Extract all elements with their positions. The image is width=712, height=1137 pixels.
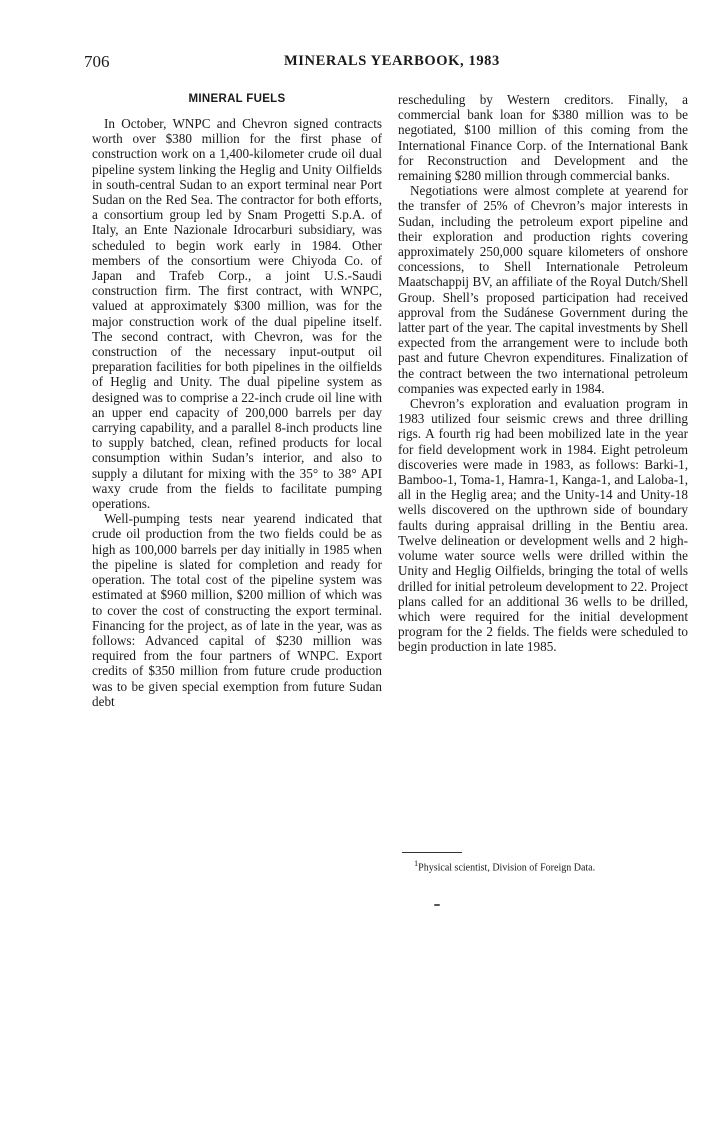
footnote [414,858,694,874]
right-column [398,92,688,655]
footnote-text: Physical scientist, Division of Foreign Data. [418,862,596,874]
paragraph-shell-negotiations: Negotiations were almost complete at yearend for the transfer of 25% of Chevron’s major interests in Sudan, including the petroleum export pipeline and their exploration and production rights covering approximately 250,000 square kilometers of onshore concessions, to Shell Internationale Petroleum Maatschappij BV, an affiliate of the Royal Dutch/Shell Group. Shell’s proposed participation had received approval from the Sudánese Government during the latter part of the year. The capital investments by Shell expected from the arrangement were to include both past and future Chevron expenditures. Finalization of the contract between the two international petroleum companies was expected early in 1984. [398,183,688,396]
paragraph-chevron-exploration: Chevron’s exploration and evaluation program in 1983 utilized four seismic crews and three drilling rigs. A fourth rig had been mobilized late in the year for field development work in 1984. Eight petroleum discoveries were made in 1983, as follows: Barki-1, Bamboo-1, Toma-1, Hamra-1, Kanga-1, and Laloba-1, all in the Heglig area; and the Unity-14 and Unity-18 wells discovered on the upthrown side of boundary faults during appraisal drilling in the Bentiu area. Twelve delineation or development wells and 2 high-volume water source wells were drilled within the Unity and Heglig Oilfields, bringing the total of wells drilled for initial petroleum development to 22. Project plans called for an additional 36 wells to be drilled, which were required for the initial development program for the 2 fields. The fields were scheduled to begin production in late 1985. [398,396,688,655]
left-column [92,92,382,709]
paragraph-financing-continued: rescheduling by Western creditors. Finally, a commercial bank loan for $380 million was to be negotiated, $100 million of this coming from the International Finance Corp. of the International Bank for Reconstruction and Development and the remaining $280 million through commercial banks. [398,92,688,184]
footnote-divider [402,852,462,853]
running-head: MINERALS YEARBOOK, 1983 [284,53,500,69]
section-heading: MINERAL FUELS [188,93,286,105]
paragraph-pipeline-contracts: In October, WNPC and Chevron signed contracts worth over $380 million for the first phase of construction work on a 1,400-kilometer crude oil dual pipeline system linking the Heglig and Unity Oilfields in south-central Sudan to an export terminal near Port Sudan on the Red Sea. The contractor for both efforts, a consortium group led by Snam Progetti S.p.A. of Italy, an Ente Nazionale Idrocarburi subsidiary, was scheduled to begin work early in 1984. Other members of the consortium were Chiyoda Co. of Japan and Trafeb Corp., a joint U.S.-Saudi construction firm. The first contract, with WNPC, valued at approximately $300 million, was for the major construction work of the dual pipeline itself. The second contract, with Chevron, was for the construction of the necessary input-output oil preparation facilities for both pipelines in the oilfields of Heglig and Unity. The dual pipeline system as designed was to comprise a 22-inch crude oil line with an upper end capacity of 200,000 barrels per day carrying capability, and a parallel 8-inch products line to supply batched, clean, refined products for local consumption within Sudan’s interior, and also to supply a dilutant for mixing with the 35° to 38° API waxy crude from the fields to facilitate pumping operations. [92,116,382,512]
footnote-marker: 1 [414,859,419,868]
page-header [84,52,689,74]
scan-artifact [434,904,440,906]
page-number: 706 [84,52,110,71]
paragraph-well-pumping-tests: Well-pumping tests near yearend indicated that crude oil production from the two fields could be as high as 100,000 barrels per day initially in 1985 when the pipeline is slated for completion and ready for operation. The total cost of the pipeline system was estimated at $960 million, $200 million of which was to cover the cost of constructing the export terminal. Financing for the project, as of late in the year, was as follows: Advanced capital of $230 million was required from the four partners of WNPC. Export credits of $350 million from future crude production was to be given special exemption from future Sudan debt [92,511,382,709]
